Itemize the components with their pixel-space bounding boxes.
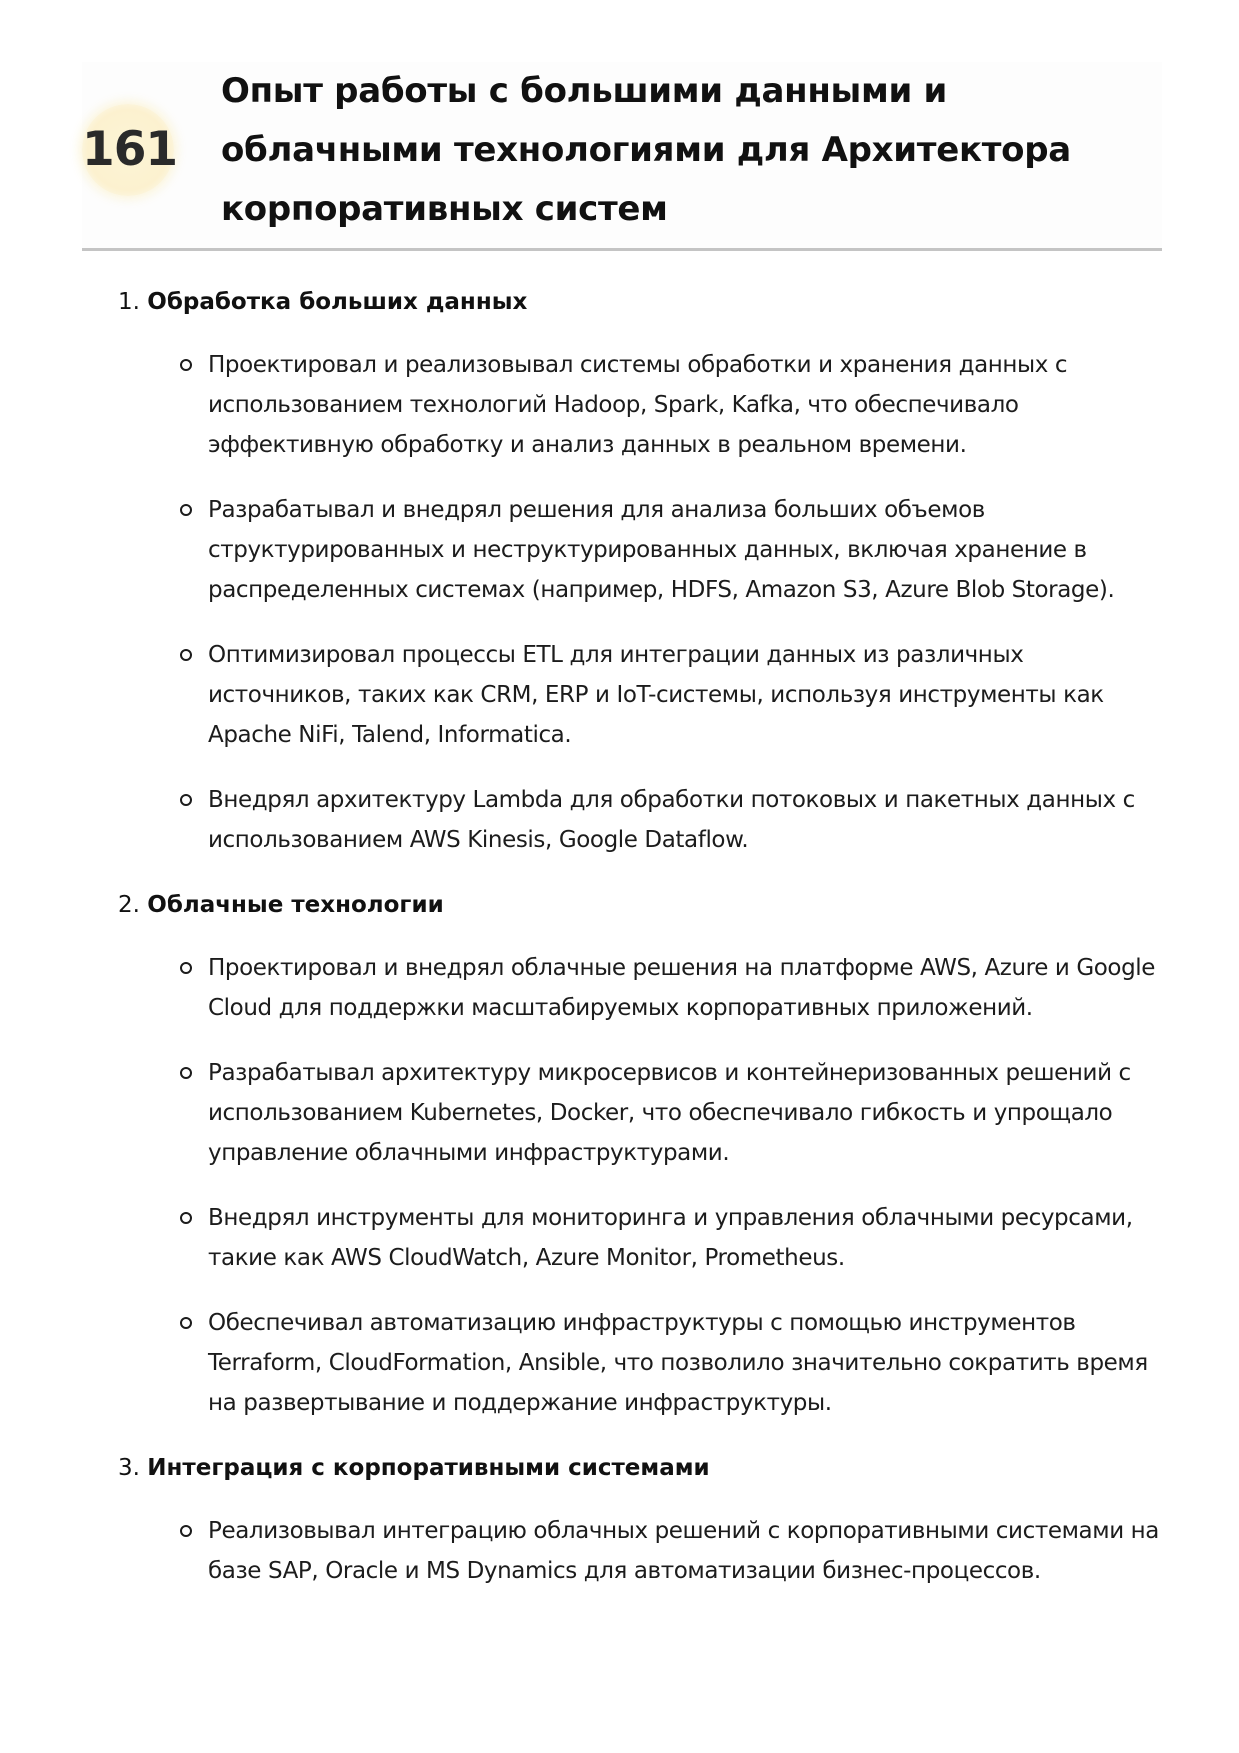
section-title: Обработка больших данных [147, 289, 528, 315]
main-content [118, 282, 1168, 1616]
bullet-circle-icon [180, 962, 192, 974]
list-item [118, 635, 1168, 755]
list-item [118, 1303, 1168, 1423]
bullet-circle-icon [180, 794, 192, 806]
list-item-text: Проектировал и реализовывал системы обработки и хранения данных с использованием технологий Hadoop, Spark, Kafka, что обеспечивало эффективную обработку и анализ данных в реальном времени. [208, 352, 1068, 458]
list-item [118, 490, 1168, 610]
bullet-circle-icon [180, 359, 192, 371]
bullet-circle-icon [180, 1525, 192, 1537]
bullet-list [118, 948, 1168, 1423]
list-item [118, 1511, 1168, 1591]
list-item-text: Оптимизировал процессы ETL для интеграции данных из различных источников, таких как CRM, ERP и IoT-системы, используя инструменты как Apache NiFi, Talend, Informatica. [208, 642, 1104, 748]
section-heading [118, 1448, 1168, 1488]
list-item [118, 780, 1168, 860]
bullet-list [118, 1511, 1168, 1591]
section-integration [118, 1448, 1168, 1591]
section-list [118, 282, 1168, 1591]
list-item [118, 345, 1168, 465]
section-number: 2. [118, 892, 140, 918]
list-item-text: Реализовывал интеграцию облачных решений с корпоративными системами на базе SAP, Oracle и MS Dynamics для автоматизации бизнес-процессов. [208, 1518, 1159, 1584]
list-item-text: Внедрял архитектуру Lambda для обработки потоковых и пакетных данных с использованием AWS Kinesis, Google Dataflow. [208, 787, 1135, 853]
section-number: 1. [118, 289, 140, 315]
list-item [118, 948, 1168, 1028]
list-item [118, 1053, 1168, 1173]
bullet-circle-icon [180, 1317, 192, 1329]
section-title: Облачные технологии [147, 892, 444, 918]
page-header [82, 62, 1162, 251]
list-item [118, 1198, 1168, 1278]
page-title: Опыт работы с большими данными и облачными технологиями для Архитектора корпоративных систем [221, 71, 1071, 229]
section-number: 3. [118, 1455, 140, 1481]
bullet-circle-icon [180, 649, 192, 661]
section-big-data [118, 282, 1168, 860]
bullet-circle-icon [180, 1067, 192, 1079]
bullet-circle-icon [180, 504, 192, 516]
number-badge [82, 104, 178, 196]
bullet-circle-icon [180, 1212, 192, 1224]
number-badge-text: 161 [82, 122, 178, 177]
list-item-text: Разрабатывал архитектуру микросервисов и контейнеризованных решений с использованием Kubernetes, Docker, что обеспечивало гибкость и упрощало управление облачными инфраструктурами. [208, 1060, 1131, 1166]
list-item-text: Обеспечивал автоматизацию инфраструктуры с помощью инструментов Terraform, CloudFormation, Ansible, что позволило значительно сократить время на развертывание и поддержание инфраструктуры. [208, 1310, 1148, 1416]
list-item-text: Разрабатывал и внедрял решения для анализа больших объемов структурированных и неструктурированных данных, включая хранение в распределенных системах (например, HDFS, Amazon S3, Azure Blob Storage). [208, 497, 1115, 603]
bullet-list [118, 345, 1168, 860]
section-heading [118, 282, 1168, 322]
section-heading [118, 885, 1168, 925]
section-cloud [118, 885, 1168, 1423]
list-item-text: Проектировал и внедрял облачные решения на платформе AWS, Azure и Google Cloud для поддержки масштабируемых корпоративных приложений. [208, 955, 1156, 1021]
section-title: Интеграция с корпоративными системами [147, 1455, 710, 1481]
list-item-text: Внедрял инструменты для мониторинга и управления облачными ресурсами, такие как AWS CloudWatch, Azure Monitor, Prometheus. [208, 1205, 1133, 1271]
